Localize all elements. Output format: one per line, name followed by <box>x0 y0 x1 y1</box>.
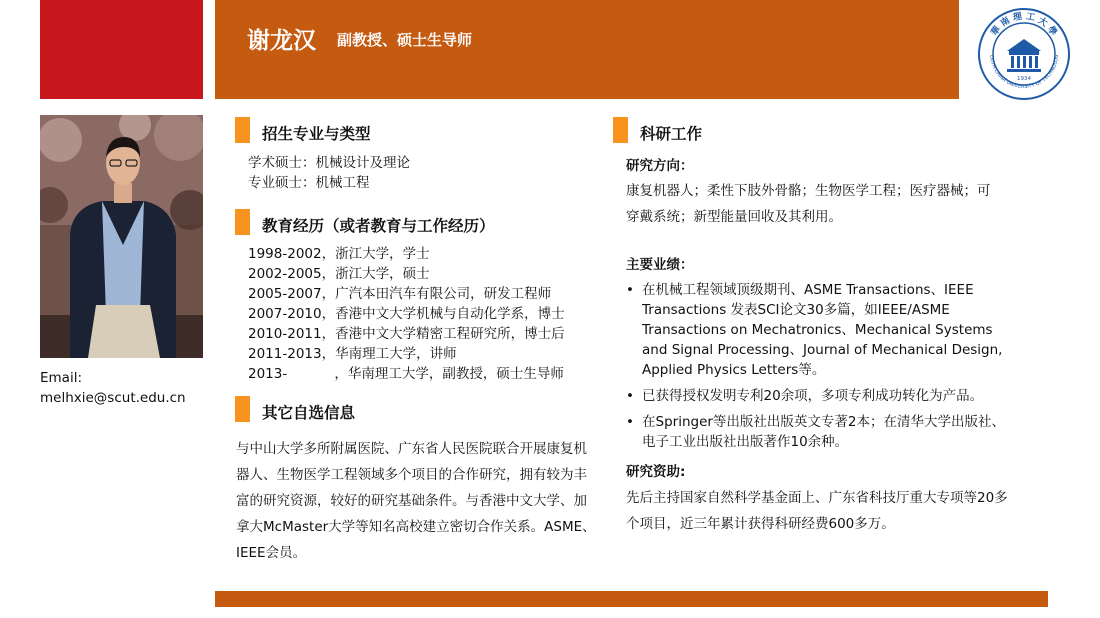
section-marker <box>235 209 250 235</box>
list-item: 2013- ，华南理工大学，副教授，硕士生导师 <box>248 366 564 382</box>
logo-caption: OUTH CHINA UNIVERSITY OF TECHNOLOG <box>987 54 1061 91</box>
achievements-list <box>626 280 1016 458</box>
section-marker <box>235 396 250 422</box>
university-logo <box>977 7 1071 101</box>
email-label: Email: <box>40 370 83 386</box>
research-heading: 科研工作 <box>640 125 703 143</box>
list-item: 2007-2010，香港中文大学机械与自动化学系，博士 <box>248 306 565 322</box>
section-marker <box>613 117 628 143</box>
list-item: • 在机械工程领域顶级期刊、ASME Transactions、IEEE Transactions 发表SCI论文30多篇，如IEEE/ASME Transactions on Mechatronics、Mechanical Systems and Signal Processing、Journal of Mechanical Design, Applied Physics Letters等。 <box>626 280 1016 380</box>
funding-label: 研究资助: <box>626 464 686 480</box>
achievements-label: 主要业绩： <box>626 257 694 273</box>
list-item: 2005-2007，广汽本田汽车有限公司，研发工程师 <box>248 286 552 302</box>
list-item: 1998-2002，浙江大学，学士 <box>248 246 430 262</box>
other-info-text: 与中山大学多所附属医院、广东省人民医院联合开展康复机器人、生物医学工程领域多个项目的合作研究，拥有较为丰富的研究资源，较好的研究基础条件。与香港中文大学、加拿大McMaster大学等知名高校建立密切合作关系。ASME、IEEE会员。 <box>236 441 596 561</box>
email-address[interactable]: melhxie@scut.edu.cn <box>40 390 186 406</box>
logo-year: 1934 <box>1017 76 1031 82</box>
list-item: 2002-2005，浙江大学，硕士 <box>248 266 430 282</box>
red-accent-block <box>40 0 203 99</box>
list-item: 2011-2013，华南理工大学，讲师 <box>248 346 457 362</box>
list-item: 专业硕士：机械工程 <box>248 175 370 191</box>
person-name: 谢龙汉 <box>247 28 316 54</box>
list-item: 学术硕士：机械设计及理论 <box>248 155 410 171</box>
section-marker <box>235 117 250 143</box>
footer-bar <box>215 591 1048 607</box>
education-list <box>248 244 565 384</box>
svg-text:華 南 理 工 大 學: 華 南 理 工 大 學 <box>989 11 1059 38</box>
list-item: • 在Springer等出版社出版英文专著2本；在清华大学出版社、电子工业出版社出版著作10余种。 <box>626 412 1016 452</box>
list-item: 2010-2011，香港中文大学精密工程研究所，博士后 <box>248 326 565 342</box>
funding-text: 先后主持国家自然科学基金面上、广东省科技厅重大专项等20多个项目，近三年累计获得科研经费600多万。 <box>626 490 1008 532</box>
profile-photo <box>40 115 203 358</box>
other-info-heading: 其它自选信息 <box>262 404 356 422</box>
header-bar <box>215 0 959 99</box>
education-heading: 教育经历（或者教育与工作经历） <box>262 217 495 235</box>
research-direction-text: 康复机器人；柔性下肢外骨骼；生物医学工程；医疗器械；可穿戴系统；新型能量回收及其利用。 <box>626 183 991 225</box>
list-item: • 已获得授权发明专利20余项，多项专利成功转化为产品。 <box>626 386 1016 406</box>
person-title: 副教授、硕士生导师 <box>337 31 473 49</box>
research-direction-label: 研究方向： <box>626 158 694 174</box>
enrollment-list <box>248 153 410 193</box>
enrollment-heading: 招生专业与类型 <box>262 125 371 143</box>
